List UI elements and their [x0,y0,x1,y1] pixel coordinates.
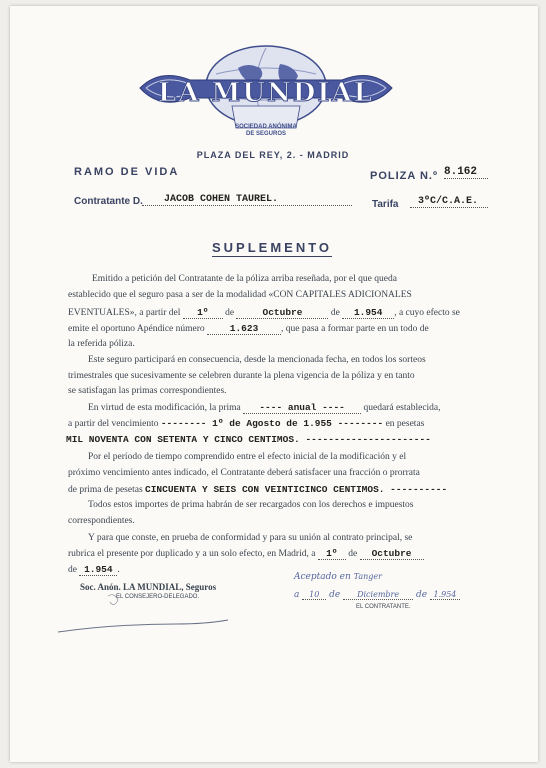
accepted-label: Aceptado en Tanger [294,572,382,582]
effective-month: Octubre [236,307,328,319]
due-date: -------- 1º de Agosto de 1.955 -------- [160,418,384,429]
premium-amount-words: MIL NOVENTA CON SETENTA Y CINCO CENTIMOS. ---------------------- [66,434,431,445]
company-signature-role: EL CONSEJERO-DELEGADO. [116,594,200,600]
poliza-number: 8.162 [444,166,488,179]
brand-name: LA MUNDIAL [158,78,374,108]
p1-line2: establecido que el seguro pasa a ser de la modalidad «CON CAPITALES ADICIONALES [68,290,412,300]
p2-line1: Este seguro participará en consecuencia, desde la mencionada fecha, en todos los sorteos [88,355,426,365]
p1-line3: EVENTUALES», a partir del 1º de Octubre de 1.954 , a cuyo efecto se [68,307,460,318]
ramo-label: RAMO DE VIDA [74,166,180,178]
contractor-signature-role: EL CONTRATANTE. [356,604,411,610]
effective-year: 1.954 [342,307,394,319]
signing-month: Octubre [360,548,424,560]
tarifa-label: Tarifa [372,199,399,210]
p1-line1: Emitido a petición del Contratante de la póliza arriba reseñada, por el que queda [92,274,397,284]
contratante-label: Contratante D. [74,196,143,207]
p1-line5: la referida póliza. [68,339,135,349]
p1-line4: emite el oportuno Apéndice número 1.623 , que pasa a formar parte en un todo de [68,323,429,334]
company-signature-name: Soc. Anón. LA MUNDIAL, Seguros [80,582,217,592]
p3-line2: a partir del vencimiento -------- 1º de Agosto de 1.955 -------- en pesetas [68,418,425,429]
p4-line3: de prima de pesetas CINCUENTA Y SEIS CON VEINTICINCO CENTIMOS. ---------- [68,484,448,495]
accepted-place: Tanger [353,572,382,581]
premium-type: ---- anual ---- [243,402,361,414]
p2-line3: se satisfagan las primas correspondientes. [68,386,227,396]
acceptance-date: a 10 de Diciembre de 1.954 [294,590,460,600]
signing-day: 1º [318,548,346,560]
p4-line2: próximo vencimiento antes indicado, el Contratante deberá satisfacer una fracción o prorrata [68,468,420,478]
la-mundial-logo [120,44,412,140]
p5-line1: Todos estos importes de prima habrán de ser recargados con los derechos e impuestos [88,500,414,510]
p2-line2: trimestrales que sucesivamente se celebren durante la plena vigencia de la póliza y en tanto [68,371,415,381]
p4-line1: Por el período de tiempo comprendido entre el efecto inicial de la modificación y el [88,452,407,462]
p5-line2: correspondientes. [68,516,135,526]
tarifa-value: 3ºC/C.A.E. [410,196,488,208]
poliza-label: POLIZA N.º [370,170,438,182]
prorrata-amount-words: CINCUENTA Y SEIS CON VEINTICINCO CENTIMOS. ---------- [145,484,448,495]
brand-subtitle: SOCIEDAD ANÓNIMA DE SEGUROS [235,124,297,137]
signing-year: 1.954 [79,564,117,576]
effective-day: 1º [183,307,223,319]
document-title: SUPLEMENTO [212,240,333,255]
company-address: PLAZA DEL REY, 2. - MADRID [196,150,350,160]
appendix-number: 1.623 [207,323,281,335]
contratante-name: JACOB COHEN TAUREL. [142,194,352,206]
company-signature-stroke [56,590,236,636]
p6-line1: Y para que conste, en prueba de conformidad y para su unión al contrato principal, se [88,533,413,543]
p3-line1: En virtud de esta modificación, la prima ---- anual ---- quedará establecida, [88,402,441,413]
p6-line2: rubrica el presente por duplicado y a un solo efecto, en Madrid, a 1º de Octubre [68,548,424,560]
p6-line3: de 1.954 . [68,564,120,575]
